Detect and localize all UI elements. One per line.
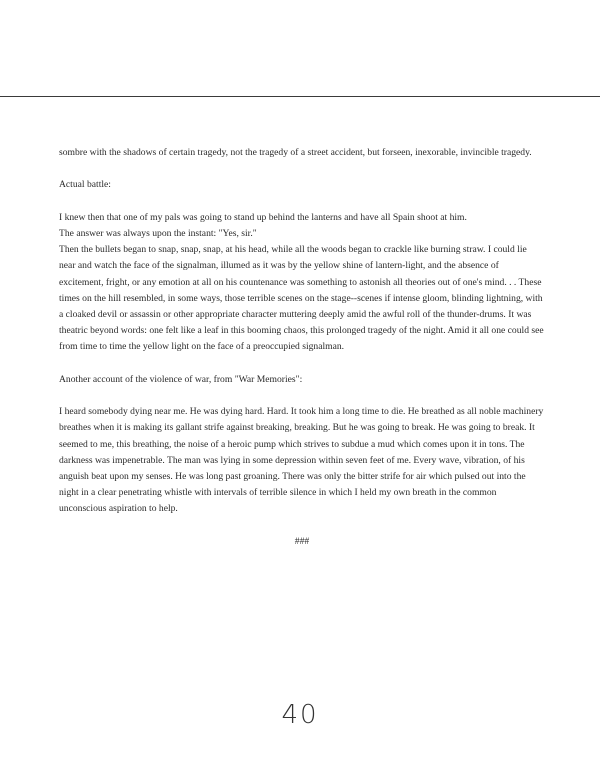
paragraph-1: sombre with the shadows of certain tragedy, not the tragedy of a street accident, but forseen, inexorable, invincible tragedy. — [59, 147, 532, 158]
header-rule — [0, 96, 600, 97]
paragraph-3-line-3: Then the bullets began to snap, snap, snap, at his head, while all the woods began to crackle like burning straw. I could lie near and watch the face of the signalman, illumed as it was by the yellow shine of lantern-light, and the absence of excitement, fright, or any emotion at all on his countenance was something to astonish all theories out of one's mind. . . These times on the hill resembled, in some ways, those terrible scenes on the stage--scenes if intense gloom, blinding lightning, with a cloaked devil or assassin or other appropriate character muttering deeply amid the awful roll of the thunder-drums. It was theatric beyond words: one felt like a leaf in this booming chaos, this prolonged tragedy of the night. Amid it all one could see from time to time the yellow light on the face of a preoccupied signalman. — [59, 244, 544, 353]
paragraph-3-line-2: The answer was always upon the instant: "Yes, sir." — [59, 227, 257, 239]
paragraph-4: Another account of the violence of war, from "War Memories": — [59, 373, 303, 385]
page-number: 40 — [281, 700, 319, 730]
section-separator: ### — [294, 535, 310, 547]
body-text — [59, 145, 545, 550]
paragraph-3-line-1: I knew then that one of my pals was going to stand up behind the lanterns and have all Spain shoot at him. — [59, 211, 467, 223]
paragraph-5: I heard somebody dying near me. He was dying hard. Hard. It took him a long time to die. He breathed as all noble machinery breathes when it is making its gallant strife against breaking, breaking. But he was going to break. He was going to break. It seemed to me, this breathing, the noise of a heroic pump which strives to subdue a mud which comes upon it in tons. The darkness was impenetrable. The man was lying in some depression within seven feet of me. Every wave, vibration, of his anguish beat upon my senses. He was long past groaning. There was only the bitter strife for air which pulsed out into the night in a clear penetrating whistle with intervals of terrible silence in which I held my own breath in the common unconscious aspiration to help. — [59, 406, 544, 515]
paragraph-2: Actual battle: — [59, 179, 111, 191]
